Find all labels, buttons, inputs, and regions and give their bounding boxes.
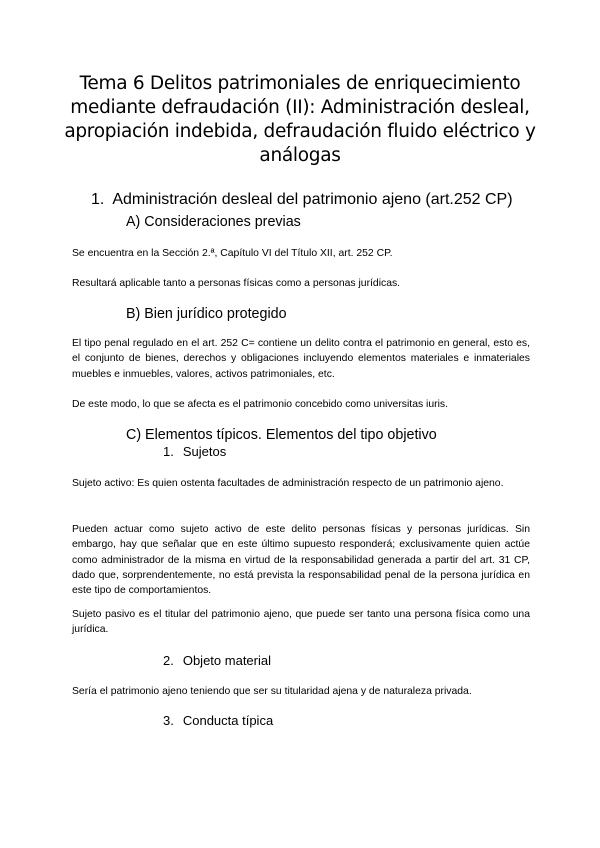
section-heading-text: Administración desleal del patrimonio ajeno (art.252 CP) — [112, 191, 513, 208]
paragraph: Sujeto pasivo es el titular del patrimonio ajeno, que puede ser tanto una persona física como una jurídica. — [72, 609, 530, 636]
subsection-heading-b: B) Bien jurídico protegido — [126, 306, 287, 322]
item-number: 1. — [163, 444, 174, 459]
subsection-heading-c: C) Elementos típicos. Elementos del tipo objetivo — [126, 427, 437, 443]
paragraph: El tipo penal regulado en el art. 252 C= contiene un delito contra el patrimonio en general, esto es, el conjunto de bienes, derechos y obligaciones incluyendo elementos materiales e inmateriales muebles e inmuebles, valores, activos patrimoniales, etc. — [72, 338, 530, 380]
section-heading-1 — [91, 190, 513, 210]
paragraph: Sería el patrimonio ajeno teniendo que ser su titularidad ajena y de naturaleza privada. — [72, 686, 472, 697]
item-number: 3. — [163, 713, 174, 728]
item-heading-text: Sujetos — [182, 444, 227, 459]
paragraph: Sujeto activo: Es quien ostenta facultades de administración respecto de un patrimonio ajeno. — [72, 478, 504, 489]
item-heading-text: Objeto material — [182, 653, 271, 668]
subsection-heading-a: A) Consideraciones previas — [126, 214, 301, 230]
item-heading-sujetos — [163, 444, 226, 460]
paragraph: Pueden actuar como sujeto activo de este delito personas físicas y personas jurídicas. Sin embargo, hay que señalar que en este último supuesto responderá; exclusivamente quien actúe como administrador de la misma en virtud de la responsabilidad generada a partir del art. 31 CP, dado que, sorprendentemente, no está prevista la responsabilidad penal de la persona jurídica en este tipo de comportamientos. — [72, 524, 530, 597]
item-heading-objeto-material — [163, 653, 271, 669]
section-number: 1. — [91, 191, 105, 208]
item-heading-text: Conducta típica — [182, 713, 274, 728]
paragraph: Resultará aplicable tanto a personas físicas como a personas jurídicas. — [72, 278, 401, 289]
document-title: Tema 6 Delitos patrimoniales de enriquecimiento mediante defraudación (II): Administración desleal, apropiación indebida, defraudación fluido eléctrico y análogas — [64, 73, 536, 166]
item-heading-conducta-tipica — [163, 713, 273, 729]
paragraph: Se encuentra en la Sección 2.ª, Capítulo VI del Título XII, art. 252 CP. — [72, 248, 393, 259]
item-number: 2. — [163, 653, 174, 668]
paragraph: De este modo, lo que se afecta es el patrimonio concebido como universitas iuris. — [72, 399, 448, 410]
